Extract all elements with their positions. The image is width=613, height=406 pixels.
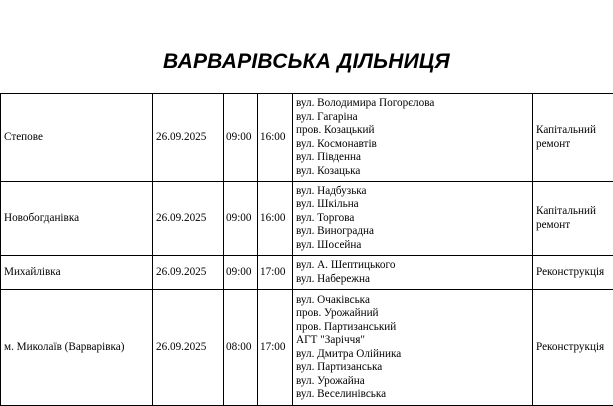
reason-text: ремонт — [536, 219, 613, 233]
street-item: вул. Набережна — [296, 273, 532, 287]
streets-cell — [293, 94, 533, 182]
reason-text: Реконструкція — [536, 341, 613, 355]
street-item: вул. Торгова — [296, 212, 532, 226]
page-title: ВАРВАРІВСЬКА ДІЛЬНИЦЯ — [0, 50, 613, 74]
street-item: вул. Шкільна — [296, 198, 532, 212]
streets-cell — [293, 256, 533, 290]
reason-cell — [533, 182, 613, 256]
street-item: пров. Урожайний — [296, 307, 532, 321]
streets-cell — [293, 182, 533, 256]
start-time-cell: 08:00 — [224, 290, 258, 406]
start-time-cell: 09:00 — [224, 94, 258, 182]
street-item: вул. А. Шептицького — [296, 259, 532, 273]
street-item: вул. Козацька — [296, 165, 532, 179]
street-item: вул. Володимира Погорєлова — [296, 97, 532, 111]
street-item: вул. Веселинівська — [296, 388, 532, 402]
date-cell: 26.09.2025 — [153, 290, 224, 406]
street-item: вул. Шосейна — [296, 239, 532, 253]
end-time-cell: 16:00 — [258, 182, 293, 256]
reason-cell — [533, 256, 613, 290]
street-item: вул. Гагаріна — [296, 111, 532, 125]
end-time-cell: 16:00 — [258, 94, 293, 182]
street-item: вул. Південна — [296, 151, 532, 165]
reason-text: Капітальний — [536, 124, 613, 138]
reason-cell — [533, 290, 613, 406]
street-item: вул. Очаківська — [296, 294, 532, 308]
table-row — [1, 256, 613, 290]
date-cell: 26.09.2025 — [153, 94, 224, 182]
end-time-cell: 17:00 — [258, 256, 293, 290]
date-cell: 26.09.2025 — [153, 182, 224, 256]
table-row — [1, 94, 613, 182]
reason-text: ремонт — [536, 138, 613, 152]
outage-schedule-table — [0, 93, 613, 406]
reason-cell — [533, 94, 613, 182]
reason-text: Капітальний — [536, 205, 613, 219]
reason-text: Реконструкція — [536, 266, 613, 280]
street-item: вул. Космонавтів — [296, 138, 532, 152]
street-item: вул. Партизанська — [296, 361, 532, 375]
table-row — [1, 290, 613, 406]
street-item: АГТ "Заріччя" — [296, 334, 532, 348]
date-cell: 26.09.2025 — [153, 256, 224, 290]
table-row — [1, 182, 613, 256]
locality-cell: Новобогданівка — [1, 182, 153, 256]
start-time-cell: 09:00 — [224, 182, 258, 256]
street-item: вул. Надбузька — [296, 185, 532, 199]
end-time-cell: 17:00 — [258, 290, 293, 406]
street-item: вул. Виноградна — [296, 225, 532, 239]
start-time-cell: 09:00 — [224, 256, 258, 290]
street-item: пров. Козацький — [296, 124, 532, 138]
locality-cell: Михайлівка — [1, 256, 153, 290]
streets-cell — [293, 290, 533, 406]
street-item: вул. Дмитра Олійника — [296, 348, 532, 362]
street-item: пров. Партизанський — [296, 321, 532, 335]
locality-cell: Степове — [1, 94, 153, 182]
street-item: вул. Урожайна — [296, 375, 532, 389]
locality-cell: м. Миколаїв (Варварівка) — [1, 290, 153, 406]
